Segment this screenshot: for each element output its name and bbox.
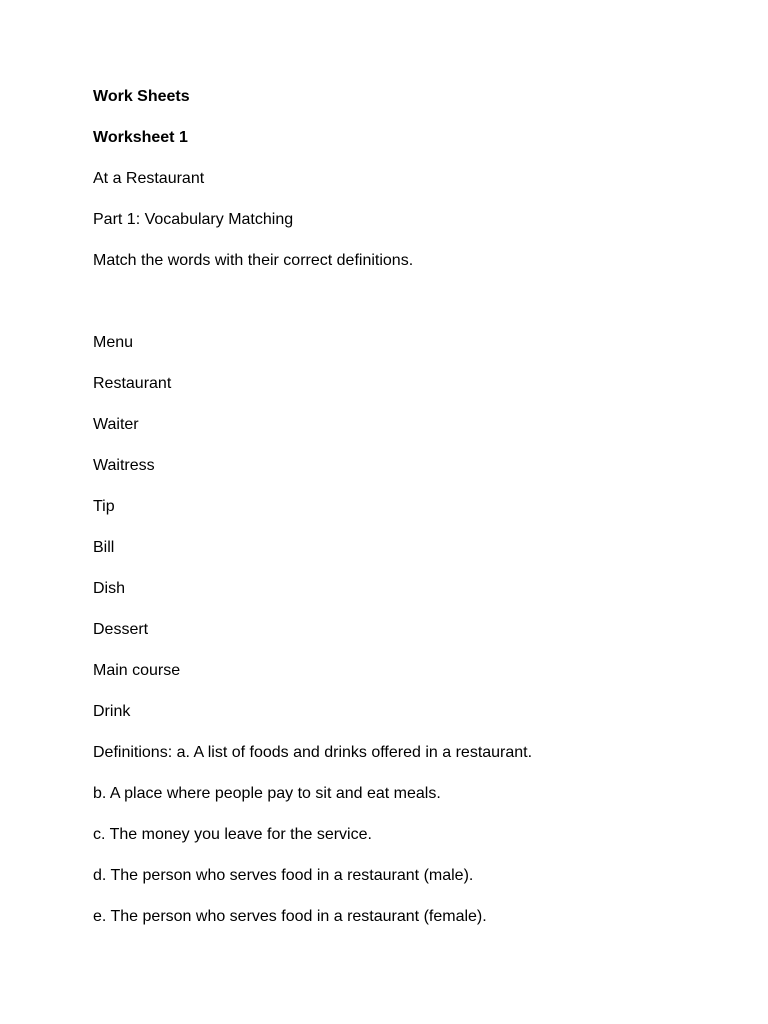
vocabulary-word: Main course: [93, 662, 181, 679]
definition-list: [93, 742, 733, 928]
definition-item: c. The money you leave for the service.: [93, 826, 372, 843]
vocabulary-word: Waitress: [93, 457, 155, 474]
vocabulary-word: Menu: [93, 334, 134, 351]
worksheet-title: Worksheet 1: [93, 129, 188, 146]
definition-item: Definitions: a. A list of foods and drinks offered in a restaurant.: [93, 744, 533, 761]
instruction-text: Match the words with their correct definitions.: [93, 252, 414, 269]
document-page: [93, 86, 733, 947]
vocabulary-word: Waiter: [93, 416, 139, 433]
vocabulary-word: Dish: [93, 580, 126, 597]
vocabulary-word: Drink: [93, 703, 131, 720]
vocabulary-word: Restaurant: [93, 375, 172, 392]
definition-item: e. The person who serves food in a restaurant (female).: [93, 908, 487, 925]
worksheet-topic: At a Restaurant: [93, 170, 205, 187]
vocabulary-word-list: [93, 332, 733, 723]
vocabulary-word: Dessert: [93, 621, 149, 638]
document-heading: Work Sheets: [93, 88, 190, 105]
blank-line: [93, 291, 733, 313]
vocabulary-word: Bill: [93, 539, 115, 556]
vocabulary-word: Tip: [93, 498, 115, 515]
definition-item: b. A place where people pay to sit and eat meals.: [93, 785, 441, 802]
part-title: Part 1: Vocabulary Matching: [93, 211, 294, 228]
definition-item: d. The person who serves food in a restaurant (male).: [93, 867, 474, 884]
